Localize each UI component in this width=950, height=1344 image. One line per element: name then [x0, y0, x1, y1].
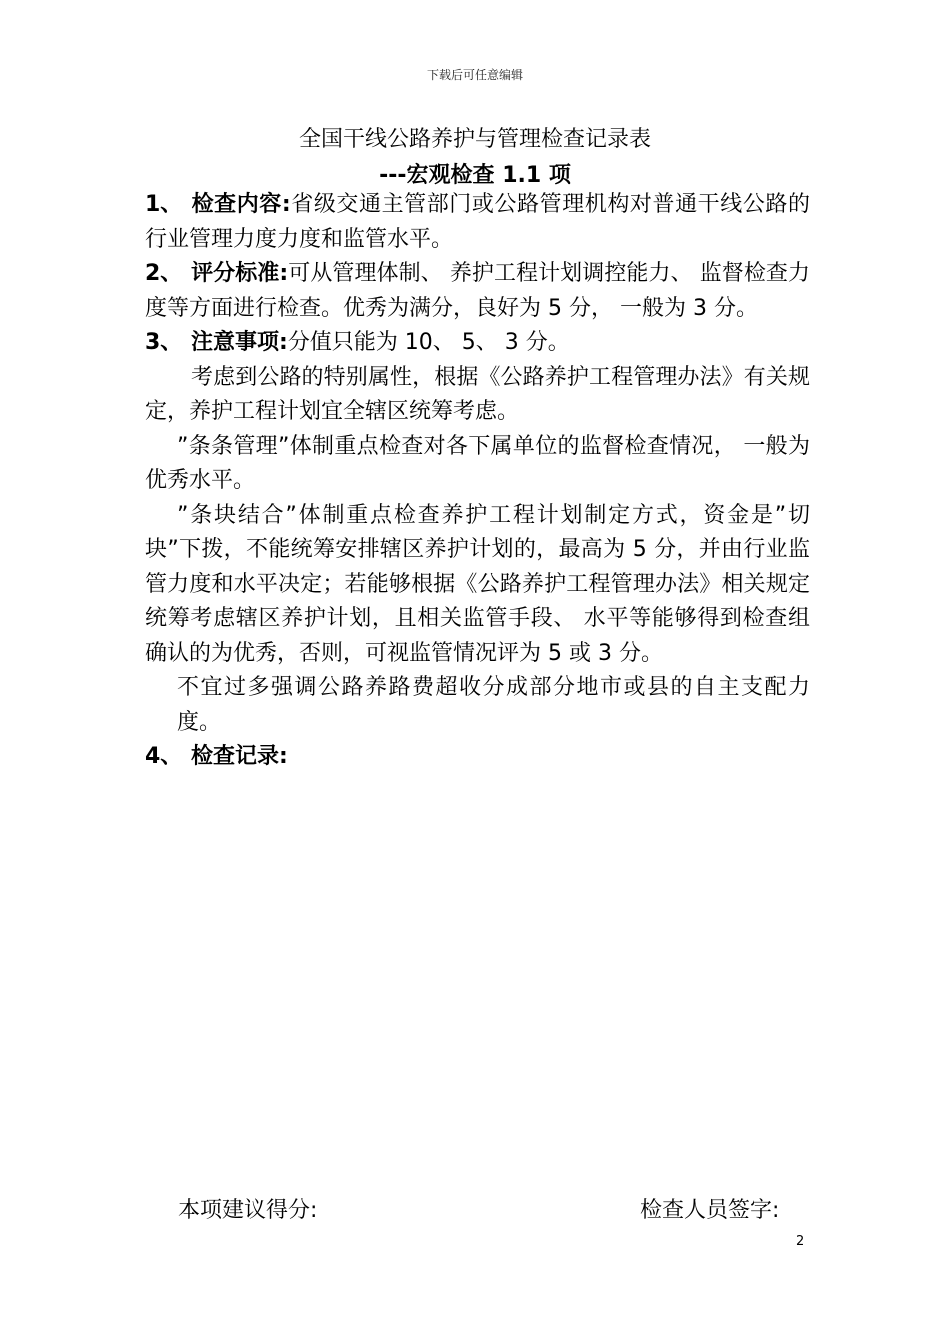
section-label: 注意事项:	[191, 330, 288, 355]
section-text: 可从管理体制、 养护工程计划调控能力、 监督检查力度等方面进行检查。优秀为满分，良好为 5 分， 一般为 3 分。	[145, 261, 810, 321]
section-3	[145, 326, 810, 361]
signature-label: 检查人员签字:	[640, 1198, 780, 1223]
paragraph: 考虑到公路的特别属性，根据《公路养护工程管理办法》有关规定，养护工程计划宜全辖区统筹考虑。	[145, 364, 810, 424]
section-label: 检查记录:	[191, 744, 288, 769]
section-4	[145, 740, 810, 775]
section-text: 省级交通主管部门或公路管理机构对普通干线公路的行业管理力度力度和监管水平。	[145, 192, 810, 252]
header-note: 下载后可任意编辑	[426, 68, 523, 82]
document-title: 全国干线公路养护与管理检查记录表	[298, 127, 651, 152]
section-number: 4、	[145, 744, 183, 769]
section-label: 检查内容:	[191, 192, 291, 217]
section-1	[145, 188, 810, 257]
section-number: 3、	[145, 330, 183, 355]
section-text: 分值只能为 10、 5、 3 分。	[287, 330, 570, 355]
document-subtitle: ---宏观检查 1.1 项	[379, 163, 571, 188]
section-number: 2、	[145, 261, 183, 286]
page-number: 2	[796, 1234, 805, 1249]
section-2	[145, 257, 810, 326]
paragraph: ”条块结合”体制重点检查养护工程计划制定方式，资金是”切块”下拨，不能统筹安排辖区养护计划的，最高为 5 分，并由行业监管力度和水平决定；若能够根据《公路养护工程管理办法》相关规定统筹考虑辖区养护计划，且相关监管手段、 水平等能够得到检查组确认的为优秀，否则，可视监管情况评为 5 或 3 分。	[145, 502, 810, 666]
score-label: 本项建议得分:	[178, 1198, 318, 1223]
paragraph: 不宜过多强调公路养路费超收分成部分地市或县的自主支配力度。	[177, 675, 810, 735]
section-number: 1、	[145, 192, 183, 217]
section-label: 评分标准:	[191, 261, 289, 286]
document-body	[145, 188, 810, 775]
paragraph: ”条条管理”体制重点检查对各下属单位的监督检查情况， 一般为优秀水平。	[145, 433, 810, 493]
